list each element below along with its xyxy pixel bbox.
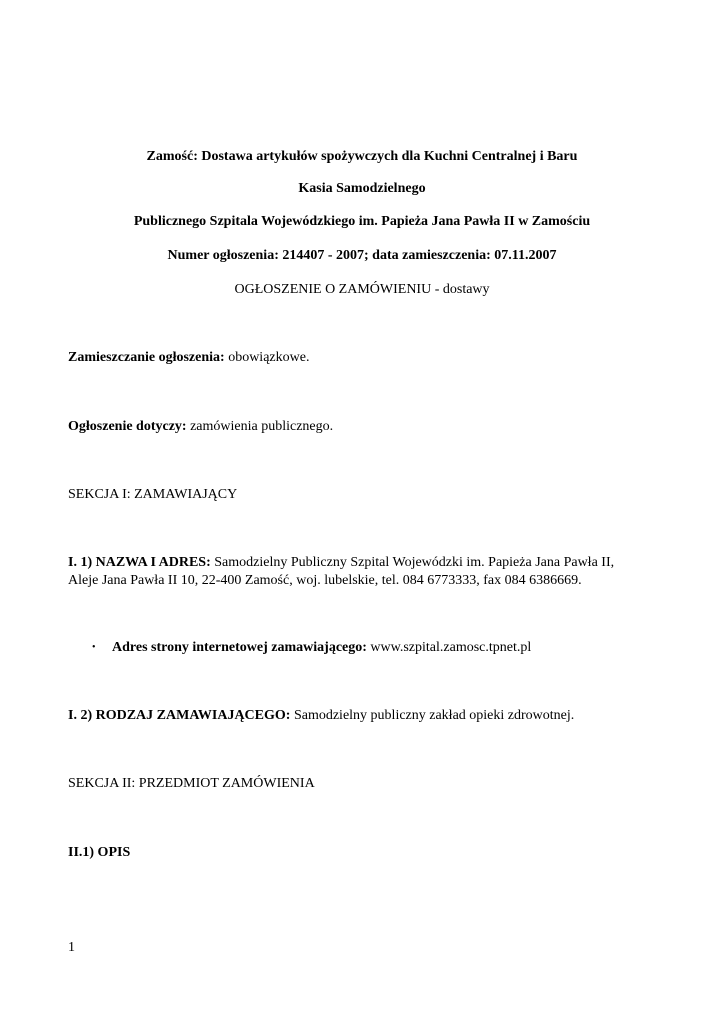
contracting-type-value: Samodzielny publiczny zakład opieki zdrowotnej. — [290, 708, 575, 723]
placement-label: Zamieszczanie ogłoszenia: — [68, 350, 225, 365]
title-line-3: Publicznego Szpitala Wojewódzkiego im. Papieża Jana Pawła II w Zamościu — [133, 214, 591, 229]
page-number: 1 — [68, 940, 75, 955]
concerns-label: Ogłoszenie dotyczy: — [68, 419, 187, 434]
name-address-field — [68, 554, 614, 572]
section-1-heading: SEKCJA I: ZAMAWIAJĄCY — [68, 487, 238, 502]
title-line-2: Kasia Samodzielnego — [298, 181, 426, 196]
concerns-value: zamówienia publicznego. — [186, 419, 334, 434]
title-line-4: Numer ogłoszenia: 214407 - 2007; data zamieszczenia: 07.11.2007 — [167, 248, 557, 263]
contracting-type-label: I. 2) RODZAJ ZAMAWIAJĄCEGO: — [68, 708, 291, 723]
contracting-type-field — [68, 707, 574, 725]
name-address-value-line-1: Samodzielny Publiczny Szpital Wojewódzki im. Papieża Jana Pawła II, — [210, 555, 615, 570]
website-field — [112, 639, 531, 657]
placement-value: obowiązkowe. — [224, 350, 310, 365]
bullet-dot: • — [92, 642, 96, 653]
name-address-value-line-2: Aleje Jana Pawła II 10, 22-400 Zamość, woj. lubelskie, tel. 084 6773333, fax 084 6386669. — [68, 573, 582, 588]
name-address-label: I. 1) NAZWA I ADRES: — [68, 555, 211, 570]
concerns-field — [68, 418, 333, 436]
placement-field — [68, 349, 309, 367]
website-value: www.szpital.zamosc.tpnet.pl — [366, 640, 532, 655]
website-label: Adres strony internetowej zamawiającego: — [112, 640, 367, 655]
title-line-1: Zamość: Dostawa artykułów spożywczych dla Kuchni Centralnej i Baru — [146, 149, 578, 164]
description-heading: II.1) OPIS — [68, 845, 131, 860]
section-2-heading: SEKCJA II: PRZEDMIOT ZAMÓWIENIA — [68, 776, 315, 791]
notice-type: OGŁOSZENIE O ZAMÓWIENIU - dostawy — [234, 282, 490, 297]
